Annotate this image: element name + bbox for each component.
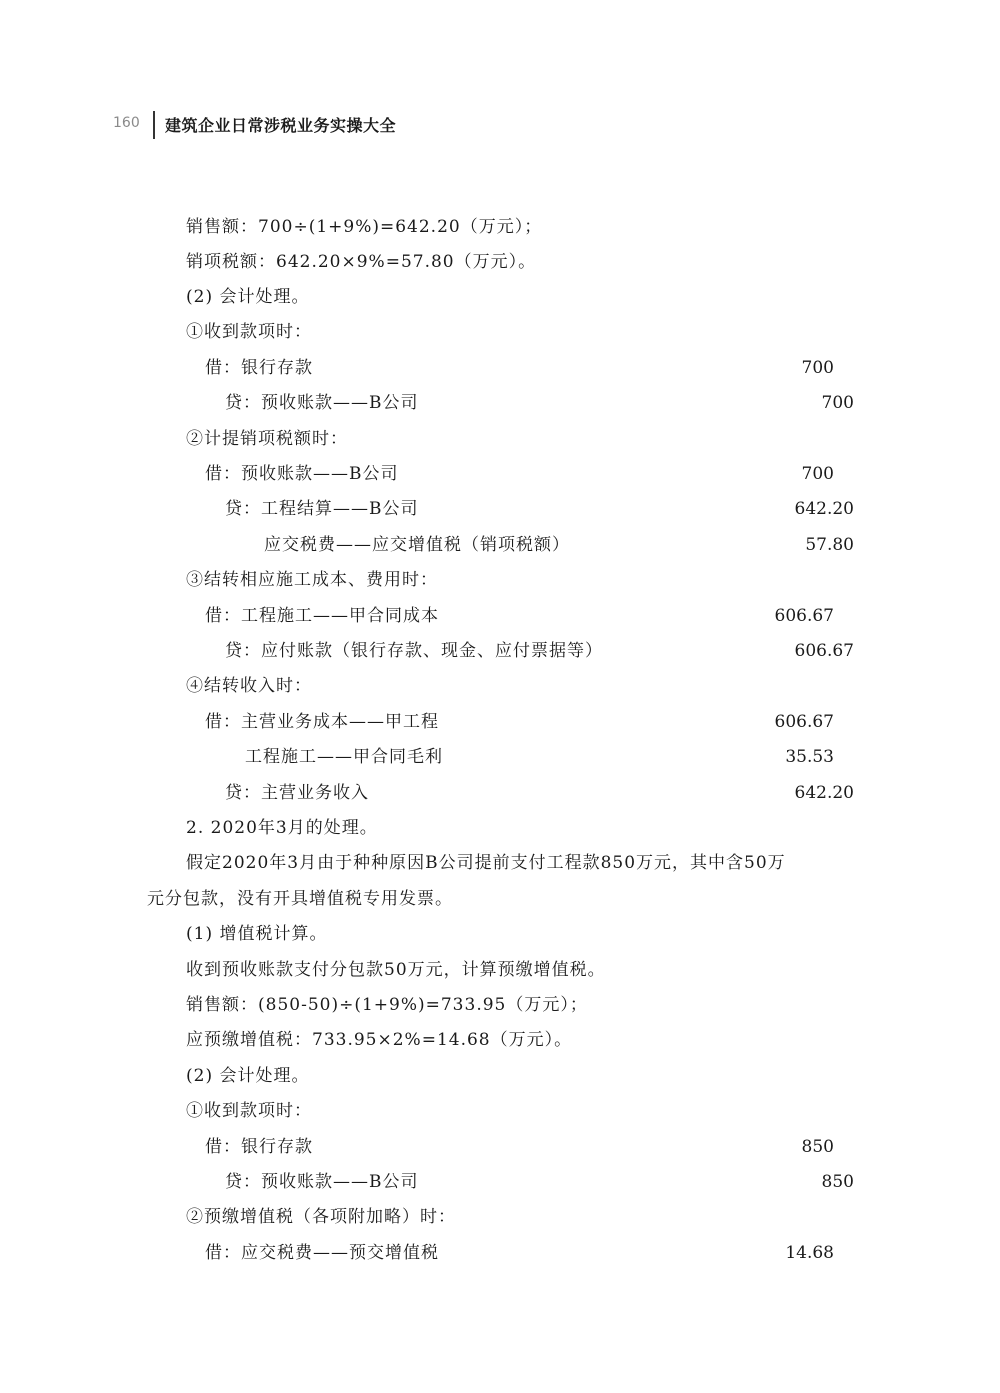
credit-amount: 642.20 <box>794 499 854 519</box>
text-line: 销售额：700÷(1+9%)=642.20（万元）； <box>186 217 543 237</box>
debit-amount: 700 <box>801 464 834 484</box>
debit-amount: 606.67 <box>774 712 834 732</box>
text-line: ①收到款项时： <box>186 1101 312 1121</box>
section-heading: 2. 2020年3月的处理。 <box>186 818 378 838</box>
text-line: 销项税额：642.20×9%=57.80（万元）。 <box>186 252 537 272</box>
journal-entry-credit: 贷：主营业务收入 <box>225 783 369 803</box>
text-line: 销售额：(850-50)÷(1+9%)=733.95（万元）； <box>186 995 588 1015</box>
debit-amount: 850 <box>801 1137 834 1157</box>
journal-entry-debit: 借：预收账款——B公司 <box>205 464 399 484</box>
text-line: (2) 会计处理。 <box>186 1066 310 1086</box>
header-divider <box>153 111 155 139</box>
debit-amount: 606.67 <box>774 606 834 626</box>
text-line: ①收到款项时： <box>186 322 312 342</box>
page-number: 160 <box>113 115 140 131</box>
text-line: (1) 增值税计算。 <box>186 924 328 944</box>
text-line: ②预缴增值税（各项附加略）时： <box>186 1207 456 1227</box>
text-line: ④结转收入时： <box>186 676 312 696</box>
debit-amount: 700 <box>801 358 834 378</box>
journal-entry-debit: 借：银行存款 <box>205 358 313 378</box>
journal-entry-debit: 借：主营业务成本——甲工程 <box>205 712 439 732</box>
journal-entry-credit: 应交税费——应交增值税（销项税额） <box>264 535 570 555</box>
journal-entry-debit: 借：应交税费——预交增值税 <box>205 1243 439 1263</box>
debit-amount: 35.53 <box>785 747 834 767</box>
book-title: 建筑企业日常涉税业务实操大全 <box>165 116 397 135</box>
text-line: ②计提销项税额时： <box>186 429 348 449</box>
text-line: 收到预收账款支付分包款50万元，计算预缴增值税。 <box>186 960 606 980</box>
journal-entry-credit: 贷：工程结算——B公司 <box>225 499 419 519</box>
running-header <box>113 111 913 139</box>
journal-entry-credit: 贷：预收账款——B公司 <box>225 1172 419 1192</box>
debit-amount: 14.68 <box>785 1243 834 1263</box>
journal-entry-credit: 贷：预收账款——B公司 <box>225 393 419 413</box>
text-line: 元分包款，没有开具增值税专用发票。 <box>147 889 453 909</box>
credit-amount: 57.80 <box>805 535 854 555</box>
journal-entry-debit: 借：银行存款 <box>205 1137 313 1157</box>
credit-amount: 606.67 <box>794 641 854 661</box>
text-line: 假定2020年3月由于种种原因B公司提前支付工程款850万元，其中含50万 <box>186 853 786 873</box>
journal-entry-debit: 借：工程施工——甲合同成本 <box>205 606 439 626</box>
text-line: ③结转相应施工成本、费用时： <box>186 570 438 590</box>
journal-entry-debit: 工程施工——甲合同毛利 <box>245 747 443 767</box>
text-line: 应预缴增值税：733.95×2%=14.68（万元）。 <box>186 1030 573 1050</box>
credit-amount: 642.20 <box>794 783 854 803</box>
text-line: (2) 会计处理。 <box>186 287 310 307</box>
credit-amount: 700 <box>821 393 854 413</box>
credit-amount: 850 <box>821 1172 854 1192</box>
journal-entry-credit: 贷：应付账款（银行存款、现金、应付票据等） <box>225 641 603 661</box>
